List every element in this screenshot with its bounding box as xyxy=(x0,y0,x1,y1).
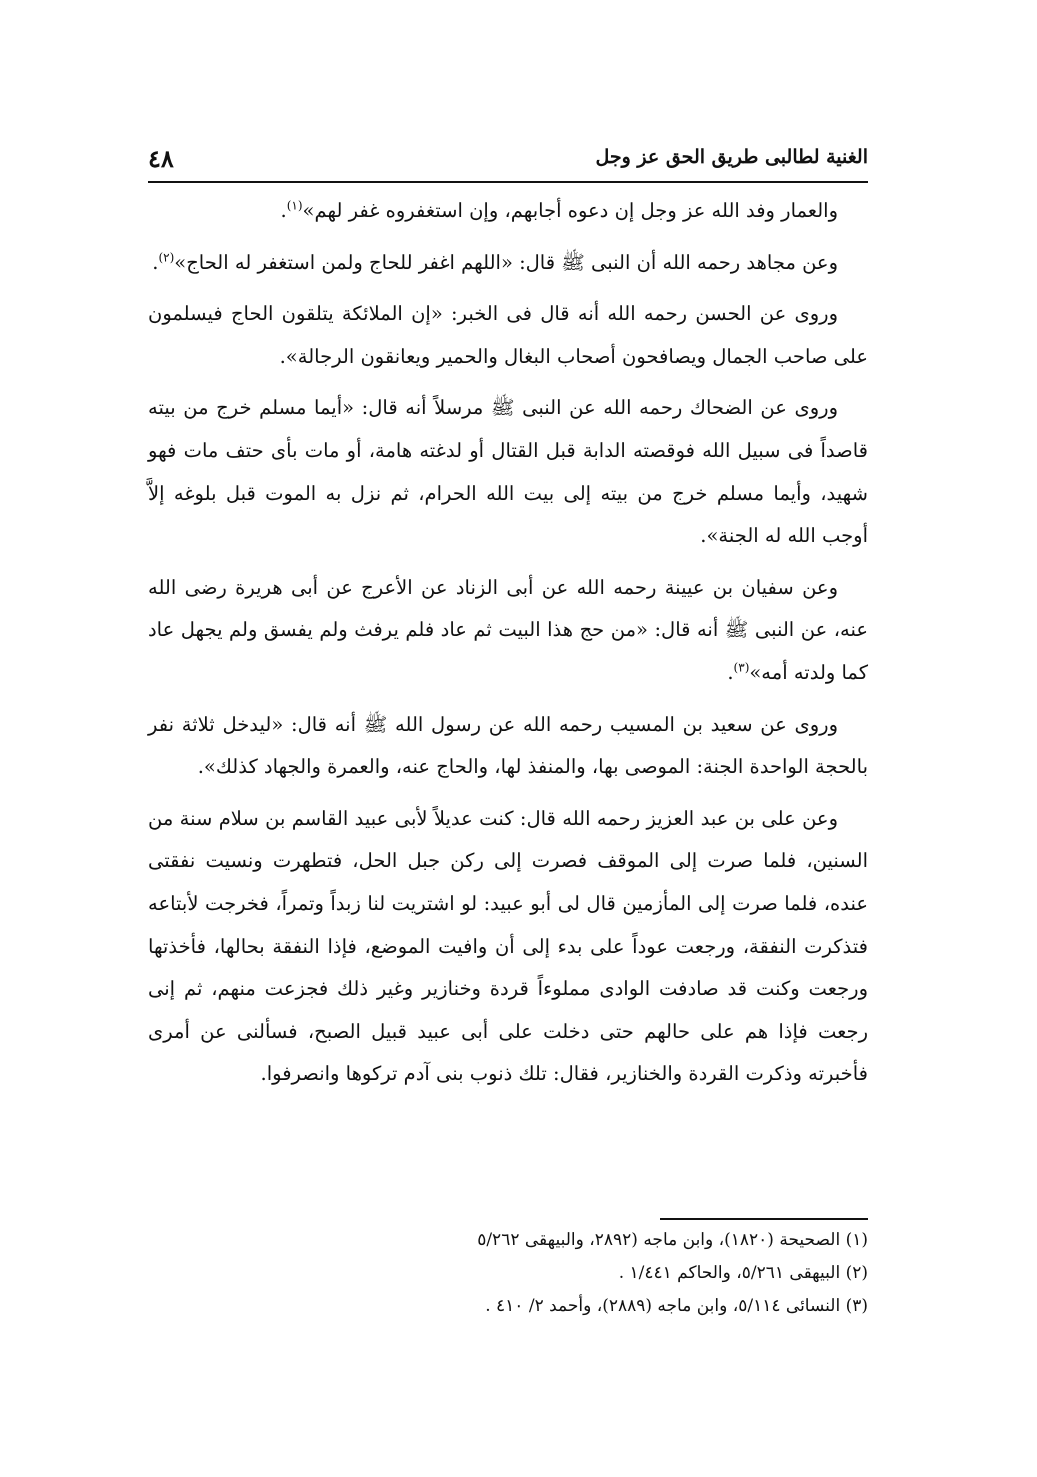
footnote: (٢) البيهقى ٥/٢٦١، والحاكم ١/٤٤١ . xyxy=(618,1263,868,1283)
paragraph: وروى عن الحسن رحمه الله أنه قال فى الخبر: «إن الملائكة يتلقون الحاج فيسلمون على صاحب الجمال ويصافحون أصحاب البغال والحمير ويعانقون الرجالة». xyxy=(148,302,868,368)
page-number: ٤٨ xyxy=(148,144,174,173)
paragraph: وعن على بن عبد العزيز رحمه الله قال: كنت عديلاً لأبى عبيد القاسم بن سلام سنة من السنين، فلما صرت إلى الموقف فصرت إلى ركن جبل الحل، فتطهرت ونسيت نفقتى عنده، فلما صرت إلى المأزمين قال لى أبو عبيد: لو اشتريت لنا زبداً وتمراً، فخرجت لأبتاعه فتذكرت النفقة، ورجعت عوداً على بدء إلى أن وافيت الموضع، فإذا النفقة بحالها، فأخذتها ورجعت وكنت قد صادفت الوادى مملوءاً قردة وخنازير وغير ذلك فجزعت منهم، ثم إنى رجعت فإذا هم على حالهم حتى دخلت على أبى عبيد قبيل الصبح، فسألنى عن أمرى فأخبرته وذكرت القردة والخنازير، فقال: تلك ذنوب بنى آدم تركوها وانصرفوا. xyxy=(148,806,868,1086)
footnote-ref: (١) xyxy=(286,198,303,213)
footnote-ref: (٣) xyxy=(733,660,750,675)
footnote-rule xyxy=(660,1218,868,1220)
paragraph: والعمار وفد الله عز وجل إن دعوه أجابهم، وإن استغفروه غفر لهم»$^{(١)}$. xyxy=(280,198,838,222)
paragraph: وروى عن سعيد بن المسيب رحمه الله عن رسول الله ﷺ أنه قال: «ليدخل ثلاثة نفر بالحجة الواحدة الجنة: الموصى بها، والمنفذ لها، والحاج عنه، والعمرة والجهاد كذلك». xyxy=(148,712,868,779)
paragraph: وروى عن الضحاك رحمه الله عن النبى ﷺ مرسلاً أنه قال: «أيما مسلم خرج من بيته قاصداً فى سبيل الله فوقصته الدابة قبل القتال أو لدغته هامة، أو مات بأى حتف مات فهو شهيد، وأيما مسلم خرج من بيته إلى بيت الله الحرام، ثم نزل به الموت قبل بلوغه إلاَّ أوجب الله له الجنة». xyxy=(148,396,868,548)
paragraph: وعن مجاهد رحمه الله أن النبى ﷺ قال: «اللهم اغفر للحاج ولمن استغفر له الحاج»$^{(٢)}$. xyxy=(152,250,838,274)
footnote: (٣) النسائى ٥/١١٤، وابن ماجه (٢٨٨٩)، وأحمد ٢/ ٤١٠ . xyxy=(485,1296,868,1316)
paragraph: وعن سفيان بن عيينة رحمه الله عن أبى الزناد عن الأعرج عن أبى هريرة رضى الله عنه، عن النبى ﷺ أنه قال: «من حج هذا البيت ثم عاد فلم يرفث ولم يفسق ولم يجهل عاد كما ولدته أمه»$^{(٣)}$. xyxy=(148,575,868,684)
main-text xyxy=(148,190,868,1105)
running-title: الغنية لطالبى طريق الحق عز وجل xyxy=(595,146,868,168)
header-rule xyxy=(148,181,868,183)
page-header xyxy=(148,146,868,178)
footnotes xyxy=(148,1224,868,1323)
footnote: (١) الصحيحة (١٨٢٠)، وابن ماجه (٢٨٩٢، والبيهقى ٥/٢٦٢ xyxy=(477,1230,868,1250)
footnote-ref: (٢) xyxy=(158,250,175,265)
